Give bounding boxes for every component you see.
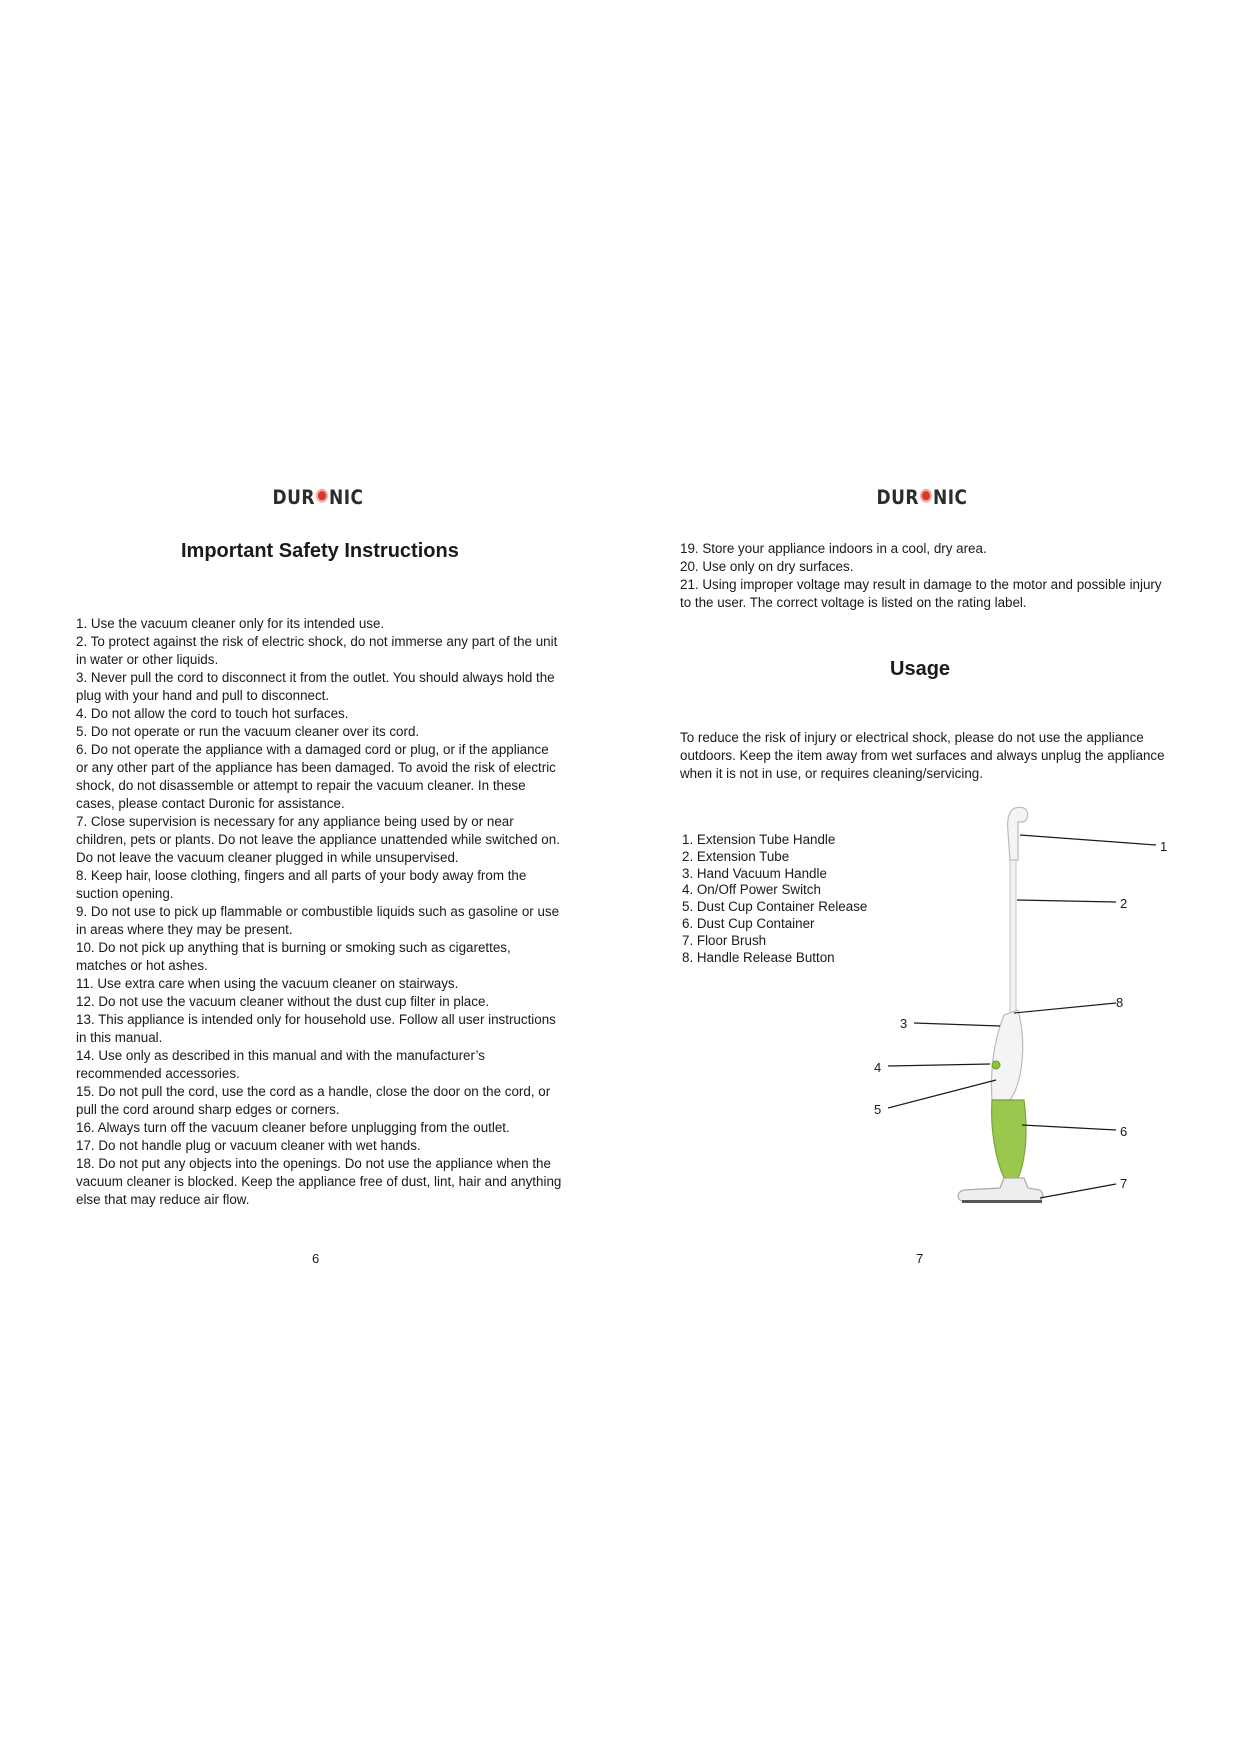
list-item: 1. Extension Tube Handle xyxy=(682,832,836,847)
list-item: 2. To protect against the risk of electric shock, do not immerse any part of the unit in water or other liquids. xyxy=(76,634,558,667)
page-number-right: 7 xyxy=(916,1251,924,1266)
callout-number: 5 xyxy=(874,1102,882,1117)
power-switch xyxy=(992,1061,1000,1069)
list-item: 4. Do not allow the cord to touch hot surfaces. xyxy=(76,706,349,721)
list-item: 13. This appliance is intended only for household use. Follow all user instructions in this manual. xyxy=(76,1012,556,1045)
page-number-left: 6 xyxy=(312,1251,320,1266)
list-item: 8. Handle Release Button xyxy=(682,949,835,965)
usage-title: Usage xyxy=(890,658,951,680)
callout-line-6 xyxy=(1022,1125,1116,1130)
safety-title: Important Safety Instructions xyxy=(181,540,459,562)
list-item: 16. Always turn off the vacuum cleaner before unplugging from the outlet. xyxy=(76,1120,510,1135)
list-item: 6. Dust Cup Container xyxy=(682,915,815,931)
hand-vacuum-body xyxy=(992,1010,1023,1100)
list-item: 15. Do not pull the cord, use the cord as a handle, close the door on the cord, or pull the cord around sharp edges or corners. xyxy=(76,1084,551,1117)
list-item: 7. Close supervision is necessary for any appliance being used by or near children, pets or plants. Do not leave the appliance unattended while switched on. Do not leave the vacuum cleaner plugged in while unsupervised. xyxy=(76,814,560,865)
list-item: 4. On/Off Power Switch xyxy=(682,882,821,898)
callout-number: 3 xyxy=(900,1016,908,1031)
callout-line-3 xyxy=(914,1023,1000,1026)
list-item: 19. Store your appliance indoors in a cool, dry area. xyxy=(680,541,987,556)
callout-number: 7 xyxy=(1120,1176,1128,1191)
callout-line-4 xyxy=(888,1064,990,1066)
callout-number: 6 xyxy=(1120,1124,1128,1139)
list-item: 7. Floor Brush xyxy=(682,932,767,948)
duronic-logo: DUR NIC xyxy=(876,486,968,510)
list-item: 14. Use only as described in this manual and with the manufacturer’s recommended accessories. xyxy=(76,1048,485,1081)
floor-brush-base xyxy=(962,1200,1042,1203)
extension-tube-handle xyxy=(1008,807,1028,860)
list-item: 5. Dust Cup Container Release xyxy=(682,899,868,915)
callout-line-2 xyxy=(1017,900,1116,902)
list-item: 8. Keep hair, loose clothing, fingers and all parts of your body away from the suction opening. xyxy=(76,868,527,901)
list-item: 21. Using improper voltage may result in damage to the motor and possible injury to the user. The correct voltage is listed on the rating label. xyxy=(680,577,1162,610)
list-item: 20. Use only on dry surfaces. xyxy=(680,559,854,574)
callout-number: 4 xyxy=(874,1060,882,1075)
list-item: 11. Use extra care when using the vacuum cleaner on stairways. xyxy=(76,976,459,991)
list-item: 3. Never pull the cord to disconnect it from the outlet. You should always hold the plug with your hand and pull to disconnect. xyxy=(76,670,555,703)
list-item: 10. Do not pick up anything that is burning or smoking such as cigarettes, matches or hot ashes. xyxy=(76,940,511,973)
list-item: 18. Do not put any objects into the openings. Do not use the appliance when the vacuum cleaner is blocked. Keep the appliance free of dust, lint, hair and anything else that may reduce air flow. xyxy=(76,1156,562,1207)
usage-paragraph: To reduce the risk of injury or electrical shock, please do not use the appliance outdoors. Keep the item away from wet surfaces and always unplug the appliance when it is not in use, or requires cleaning/servicing. xyxy=(680,730,1165,781)
list-item: 2. Extension Tube xyxy=(682,848,790,864)
list-item: 17. Do not handle plug or vacuum cleaner with wet hands. xyxy=(76,1138,421,1153)
callout-number: 1 xyxy=(1160,839,1168,854)
callout-line-5 xyxy=(888,1080,996,1108)
list-item: 6. Do not operate the appliance with a damaged cord or plug, or if the appliance or any other part of the appliance has been damaged. To avoid the risk of electric shock, do not disassemble or attempt to repair the vacuum cleaner. In these cases, please contact Duronic for assistance. xyxy=(76,742,556,811)
list-item: 9. Do not use to pick up flammable or combustible liquids such as gasoline or use in areas where they may be present. xyxy=(76,904,560,937)
callout-number: 8 xyxy=(1116,995,1124,1010)
dust-cup-container xyxy=(992,1100,1026,1178)
callout-line-8 xyxy=(1014,1003,1116,1013)
list-item: 12. Do not use the vacuum cleaner without the dust cup filter in place. xyxy=(76,994,490,1009)
list-item: 5. Do not operate or run the vacuum cleaner over its cord. xyxy=(76,724,420,739)
duronic-logo: DUR NIC xyxy=(272,486,364,510)
callout-line-1 xyxy=(1020,835,1156,845)
list-item: 1. Use the vacuum cleaner only for its intended use. xyxy=(76,616,385,631)
callout-line-7 xyxy=(1040,1184,1116,1198)
callout-number: 2 xyxy=(1120,896,1128,911)
list-item: 3. Hand Vacuum Handle xyxy=(682,865,827,881)
floor-brush xyxy=(958,1178,1043,1202)
